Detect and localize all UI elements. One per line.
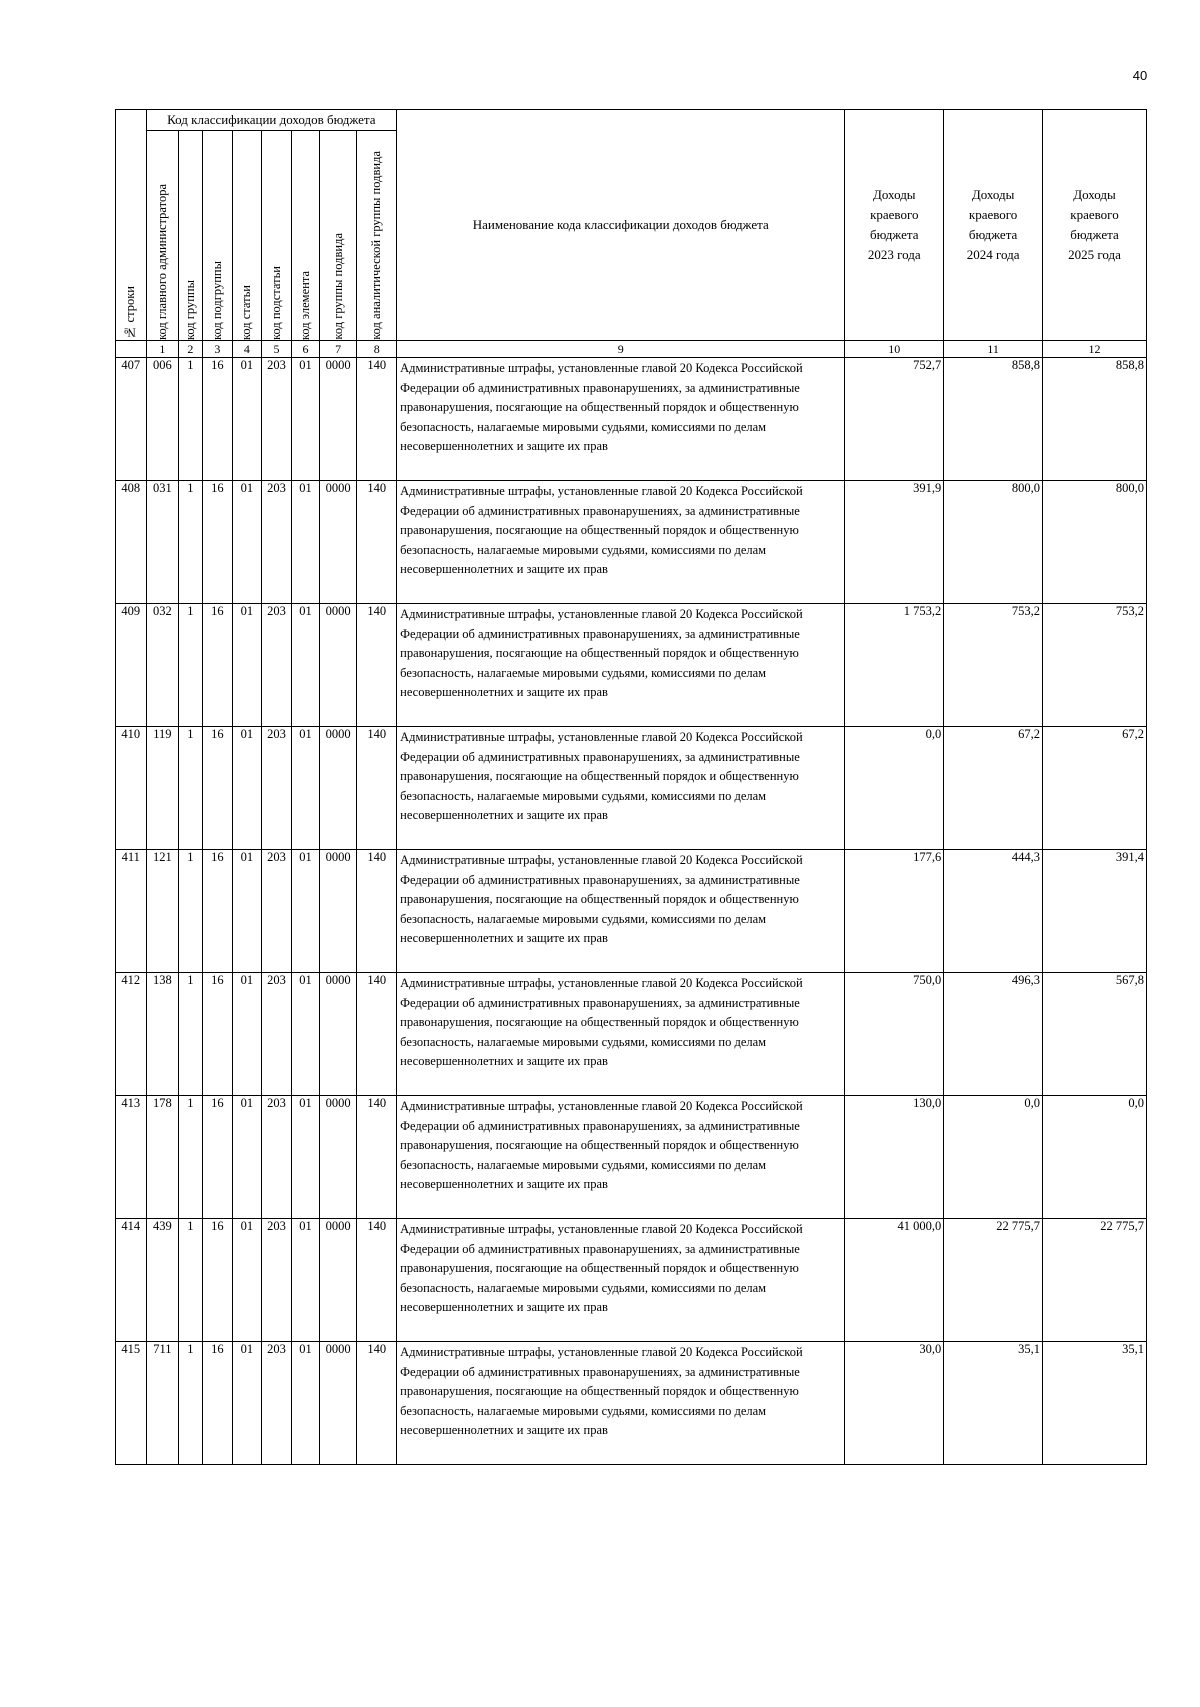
revenue-2024: 496,3 [944, 973, 1043, 1096]
column-number: 2 [179, 341, 202, 358]
column-number: 9 [397, 341, 845, 358]
subarticle-code: 203 [261, 1219, 292, 1342]
article-code: 01 [233, 1219, 262, 1342]
subgroup-code: 16 [202, 1342, 233, 1465]
subtype-group-code: 0000 [319, 481, 357, 604]
row-number: 407 [116, 358, 147, 481]
admin-code: 439 [146, 1219, 179, 1342]
revenue-2025: 567,8 [1043, 973, 1147, 1096]
year-2025-header [1043, 110, 1147, 341]
analytic-group-code: 140 [357, 604, 397, 727]
article-code: 01 [233, 727, 262, 850]
admin-code: 032 [146, 604, 179, 727]
subtype-group-code: 0000 [319, 1219, 357, 1342]
subarticle-code: 203 [261, 604, 292, 727]
code-admin-header [146, 131, 179, 341]
row-number: 413 [116, 1096, 147, 1219]
table-row [116, 727, 1147, 850]
column-number-row [116, 341, 1147, 358]
subarticle-code: 203 [261, 358, 292, 481]
revenue-2023: 0,0 [845, 727, 944, 850]
year-2024-header [944, 110, 1043, 341]
revenue-2024: 67,2 [944, 727, 1043, 850]
revenue-2024: 858,8 [944, 358, 1043, 481]
element-code: 01 [292, 481, 320, 604]
subtype-group-code: 0000 [319, 973, 357, 1096]
row-number: 410 [116, 727, 147, 850]
analytic-group-code: 140 [357, 481, 397, 604]
code-group-label: код группы [182, 279, 197, 340]
code-subgroup-header [202, 131, 233, 341]
column-number: 5 [261, 341, 292, 358]
row-number: 412 [116, 973, 147, 1096]
code-element-label: код элемента [297, 270, 312, 340]
subgroup-code: 16 [202, 1219, 233, 1342]
code-analytic-group-label: код аналитической группы подвида [369, 151, 384, 340]
revenue-2024: 800,0 [944, 481, 1043, 604]
row-number: 408 [116, 481, 147, 604]
header-row-group [116, 110, 1147, 131]
revenue-2023: 750,0 [845, 973, 944, 1096]
subarticle-code: 203 [261, 1342, 292, 1465]
revenue-table [115, 109, 1147, 1465]
page-number: 40 [1132, 68, 1148, 83]
column-number: 1 [146, 341, 179, 358]
article-code: 01 [233, 604, 262, 727]
subarticle-code: 203 [261, 481, 292, 604]
subgroup-code: 16 [202, 727, 233, 850]
subarticle-code: 203 [261, 1096, 292, 1219]
group-code: 1 [179, 604, 202, 727]
code-subtype-group-label: код группы подвида [330, 233, 345, 340]
subgroup-code: 16 [202, 1096, 233, 1219]
article-code: 01 [233, 1342, 262, 1465]
table-row [116, 1219, 1147, 1342]
element-code: 01 [292, 1342, 320, 1465]
article-code: 01 [233, 850, 262, 973]
group-code: 1 [179, 727, 202, 850]
revenue-2023: 1 753,2 [845, 604, 944, 727]
group-code: 1 [179, 481, 202, 604]
analytic-group-code: 140 [357, 850, 397, 973]
subgroup-code: 16 [202, 973, 233, 1096]
table-row [116, 850, 1147, 973]
row-number: 414 [116, 1219, 147, 1342]
code-description: Административные штрафы, установленные главой 20 Кодекса Российской Федерации об административных правонарушениях, за административные правонарушения, посягающие на общественный порядок и общественную безопасность, налагаемые мировыми судьями, комиссиями по делам несовершеннолетних и защите их прав [397, 604, 845, 727]
row-number: 415 [116, 1342, 147, 1465]
code-subarticle-header [261, 131, 292, 341]
subtype-group-code: 0000 [319, 1342, 357, 1465]
subgroup-code: 16 [202, 850, 233, 973]
analytic-group-code: 140 [357, 358, 397, 481]
analytic-group-code: 140 [357, 1096, 397, 1219]
code-description: Административные штрафы, установленные главой 20 Кодекса Российской Федерации об административных правонарушениях, за административные правонарушения, посягающие на общественный порядок и общественную безопасность, налагаемые мировыми судьями, комиссиями по делам несовершеннолетних и защите их прав [397, 1342, 845, 1465]
admin-code: 119 [146, 727, 179, 850]
revenue-2025: 391,4 [1043, 850, 1147, 973]
revenue-2023: 41 000,0 [845, 1219, 944, 1342]
table-row [116, 1096, 1147, 1219]
group-code: 1 [179, 1096, 202, 1219]
code-description: Административные штрафы, установленные главой 20 Кодекса Российской Федерации об административных правонарушениях, за административные правонарушения, посягающие на общественный порядок и общественную безопасность, налагаемые мировыми судьями, комиссиями по делам несовершеннолетних и защите их прав [397, 358, 845, 481]
code-description: Административные штрафы, установленные главой 20 Кодекса Российской Федерации об административных правонарушениях, за административные правонарушения, посягающие на общественный порядок и общественную безопасность, налагаемые мировыми судьями, комиссиями по делам несовершеннолетних и защите их прав [397, 850, 845, 973]
table-row [116, 358, 1147, 481]
column-number: 10 [845, 341, 944, 358]
revenue-2024: 753,2 [944, 604, 1043, 727]
subgroup-code: 16 [202, 358, 233, 481]
code-article-header [233, 131, 262, 341]
code-subtype-group-header [319, 131, 357, 341]
revenue-2025: 800,0 [1043, 481, 1147, 604]
table-body [116, 358, 1147, 1465]
group-code: 1 [179, 1219, 202, 1342]
year-2023-header-label: Доходы краевого бюджета 2023 года [867, 187, 921, 262]
subtype-group-code: 0000 [319, 604, 357, 727]
column-number: 12 [1043, 341, 1147, 358]
subgroup-code: 16 [202, 481, 233, 604]
subtype-group-code: 0000 [319, 358, 357, 481]
revenue-2025: 858,8 [1043, 358, 1147, 481]
revenue-2025: 753,2 [1043, 604, 1147, 727]
analytic-group-code: 140 [357, 973, 397, 1096]
revenue-2025: 67,2 [1043, 727, 1147, 850]
name-column-header: Наименование кода классификации доходов бюджета [397, 110, 845, 341]
element-code: 01 [292, 727, 320, 850]
table-row [116, 1342, 1147, 1465]
row-number-header-label: № строки [123, 286, 138, 340]
classification-code-group-header: Код классификации доходов бюджета [146, 110, 397, 131]
column-number: 4 [233, 341, 262, 358]
analytic-group-code: 140 [357, 727, 397, 850]
revenue-2023: 752,7 [845, 358, 944, 481]
code-description: Административные штрафы, установленные главой 20 Кодекса Российской Федерации об административных правонарушениях, за административные правонарушения, посягающие на общественный порядок и общественную безопасность, налагаемые мировыми судьями, комиссиями по делам несовершеннолетних и защите их прав [397, 727, 845, 850]
table-row [116, 481, 1147, 604]
year-2024-header-label: Доходы краевого бюджета 2024 года [966, 187, 1020, 262]
group-code: 1 [179, 973, 202, 1096]
subtype-group-code: 0000 [319, 850, 357, 973]
revenue-2024: 35,1 [944, 1342, 1043, 1465]
row-number: 409 [116, 604, 147, 727]
article-code: 01 [233, 481, 262, 604]
column-number: 3 [202, 341, 233, 358]
year-2025-header-label: Доходы краевого бюджета 2025 года [1068, 187, 1121, 262]
revenue-2024: 22 775,7 [944, 1219, 1043, 1342]
analytic-group-code: 140 [357, 1219, 397, 1342]
admin-code: 138 [146, 973, 179, 1096]
column-number: 8 [357, 341, 397, 358]
year-2023-header [845, 110, 944, 341]
group-code: 1 [179, 850, 202, 973]
article-code: 01 [233, 1096, 262, 1219]
group-code: 1 [179, 358, 202, 481]
revenue-2025: 22 775,7 [1043, 1219, 1147, 1342]
table-row [116, 604, 1147, 727]
subarticle-code: 203 [261, 727, 292, 850]
element-code: 01 [292, 850, 320, 973]
code-element-header [292, 131, 320, 341]
code-subgroup-label: код подгруппы [209, 261, 224, 340]
revenue-2023: 391,9 [845, 481, 944, 604]
table-row [116, 973, 1147, 1096]
element-code: 01 [292, 973, 320, 1096]
admin-code: 178 [146, 1096, 179, 1219]
subgroup-code: 16 [202, 604, 233, 727]
element-code: 01 [292, 358, 320, 481]
admin-code: 121 [146, 850, 179, 973]
code-admin-label: код главного администратора [154, 184, 169, 340]
code-subarticle-label: код подстатьи [268, 266, 283, 340]
group-code: 1 [179, 1342, 202, 1465]
column-number [116, 341, 147, 358]
article-code: 01 [233, 973, 262, 1096]
code-description: Административные штрафы, установленные главой 20 Кодекса Российской Федерации об административных правонарушениях, за административные правонарушения, посягающие на общественный порядок и общественную безопасность, налагаемые мировыми судьями, комиссиями по делам несовершеннолетних и защите их прав [397, 973, 845, 1096]
revenue-2025: 0,0 [1043, 1096, 1147, 1219]
code-analytic-group-header [357, 131, 397, 341]
article-code: 01 [233, 358, 262, 481]
code-group-header [179, 131, 202, 341]
code-article-label: код статьи [239, 284, 254, 340]
row-number-header [116, 110, 147, 341]
subarticle-code: 203 [261, 850, 292, 973]
revenue-2023: 177,6 [845, 850, 944, 973]
revenue-2024: 444,3 [944, 850, 1043, 973]
revenue-2023: 130,0 [845, 1096, 944, 1219]
admin-code: 711 [146, 1342, 179, 1465]
code-description: Административные штрафы, установленные главой 20 Кодекса Российской Федерации об административных правонарушениях, за административные правонарушения, посягающие на общественный порядок и общественную безопасность, налагаемые мировыми судьями, комиссиями по делам несовершеннолетних и защите их прав [397, 481, 845, 604]
revenue-2024: 0,0 [944, 1096, 1043, 1219]
code-description: Административные штрафы, установленные главой 20 Кодекса Российской Федерации об административных правонарушениях, за административные правонарушения, посягающие на общественный порядок и общественную безопасность, налагаемые мировыми судьями, комиссиями по делам несовершеннолетних и защите их прав [397, 1096, 845, 1219]
element-code: 01 [292, 1096, 320, 1219]
code-description: Административные штрафы, установленные главой 20 Кодекса Российской Федерации об административных правонарушениях, за административные правонарушения, посягающие на общественный порядок и общественную безопасность, налагаемые мировыми судьями, комиссиями по делам несовершеннолетних и защите их прав [397, 1219, 845, 1342]
column-number: 11 [944, 341, 1043, 358]
element-code: 01 [292, 1219, 320, 1342]
row-number: 411 [116, 850, 147, 973]
revenue-2023: 30,0 [845, 1342, 944, 1465]
admin-code: 006 [146, 358, 179, 481]
revenue-2025: 35,1 [1043, 1342, 1147, 1465]
analytic-group-code: 140 [357, 1342, 397, 1465]
element-code: 01 [292, 604, 320, 727]
column-number: 7 [319, 341, 357, 358]
subtype-group-code: 0000 [319, 727, 357, 850]
admin-code: 031 [146, 481, 179, 604]
subtype-group-code: 0000 [319, 1096, 357, 1219]
subarticle-code: 203 [261, 973, 292, 1096]
column-number: 6 [292, 341, 320, 358]
